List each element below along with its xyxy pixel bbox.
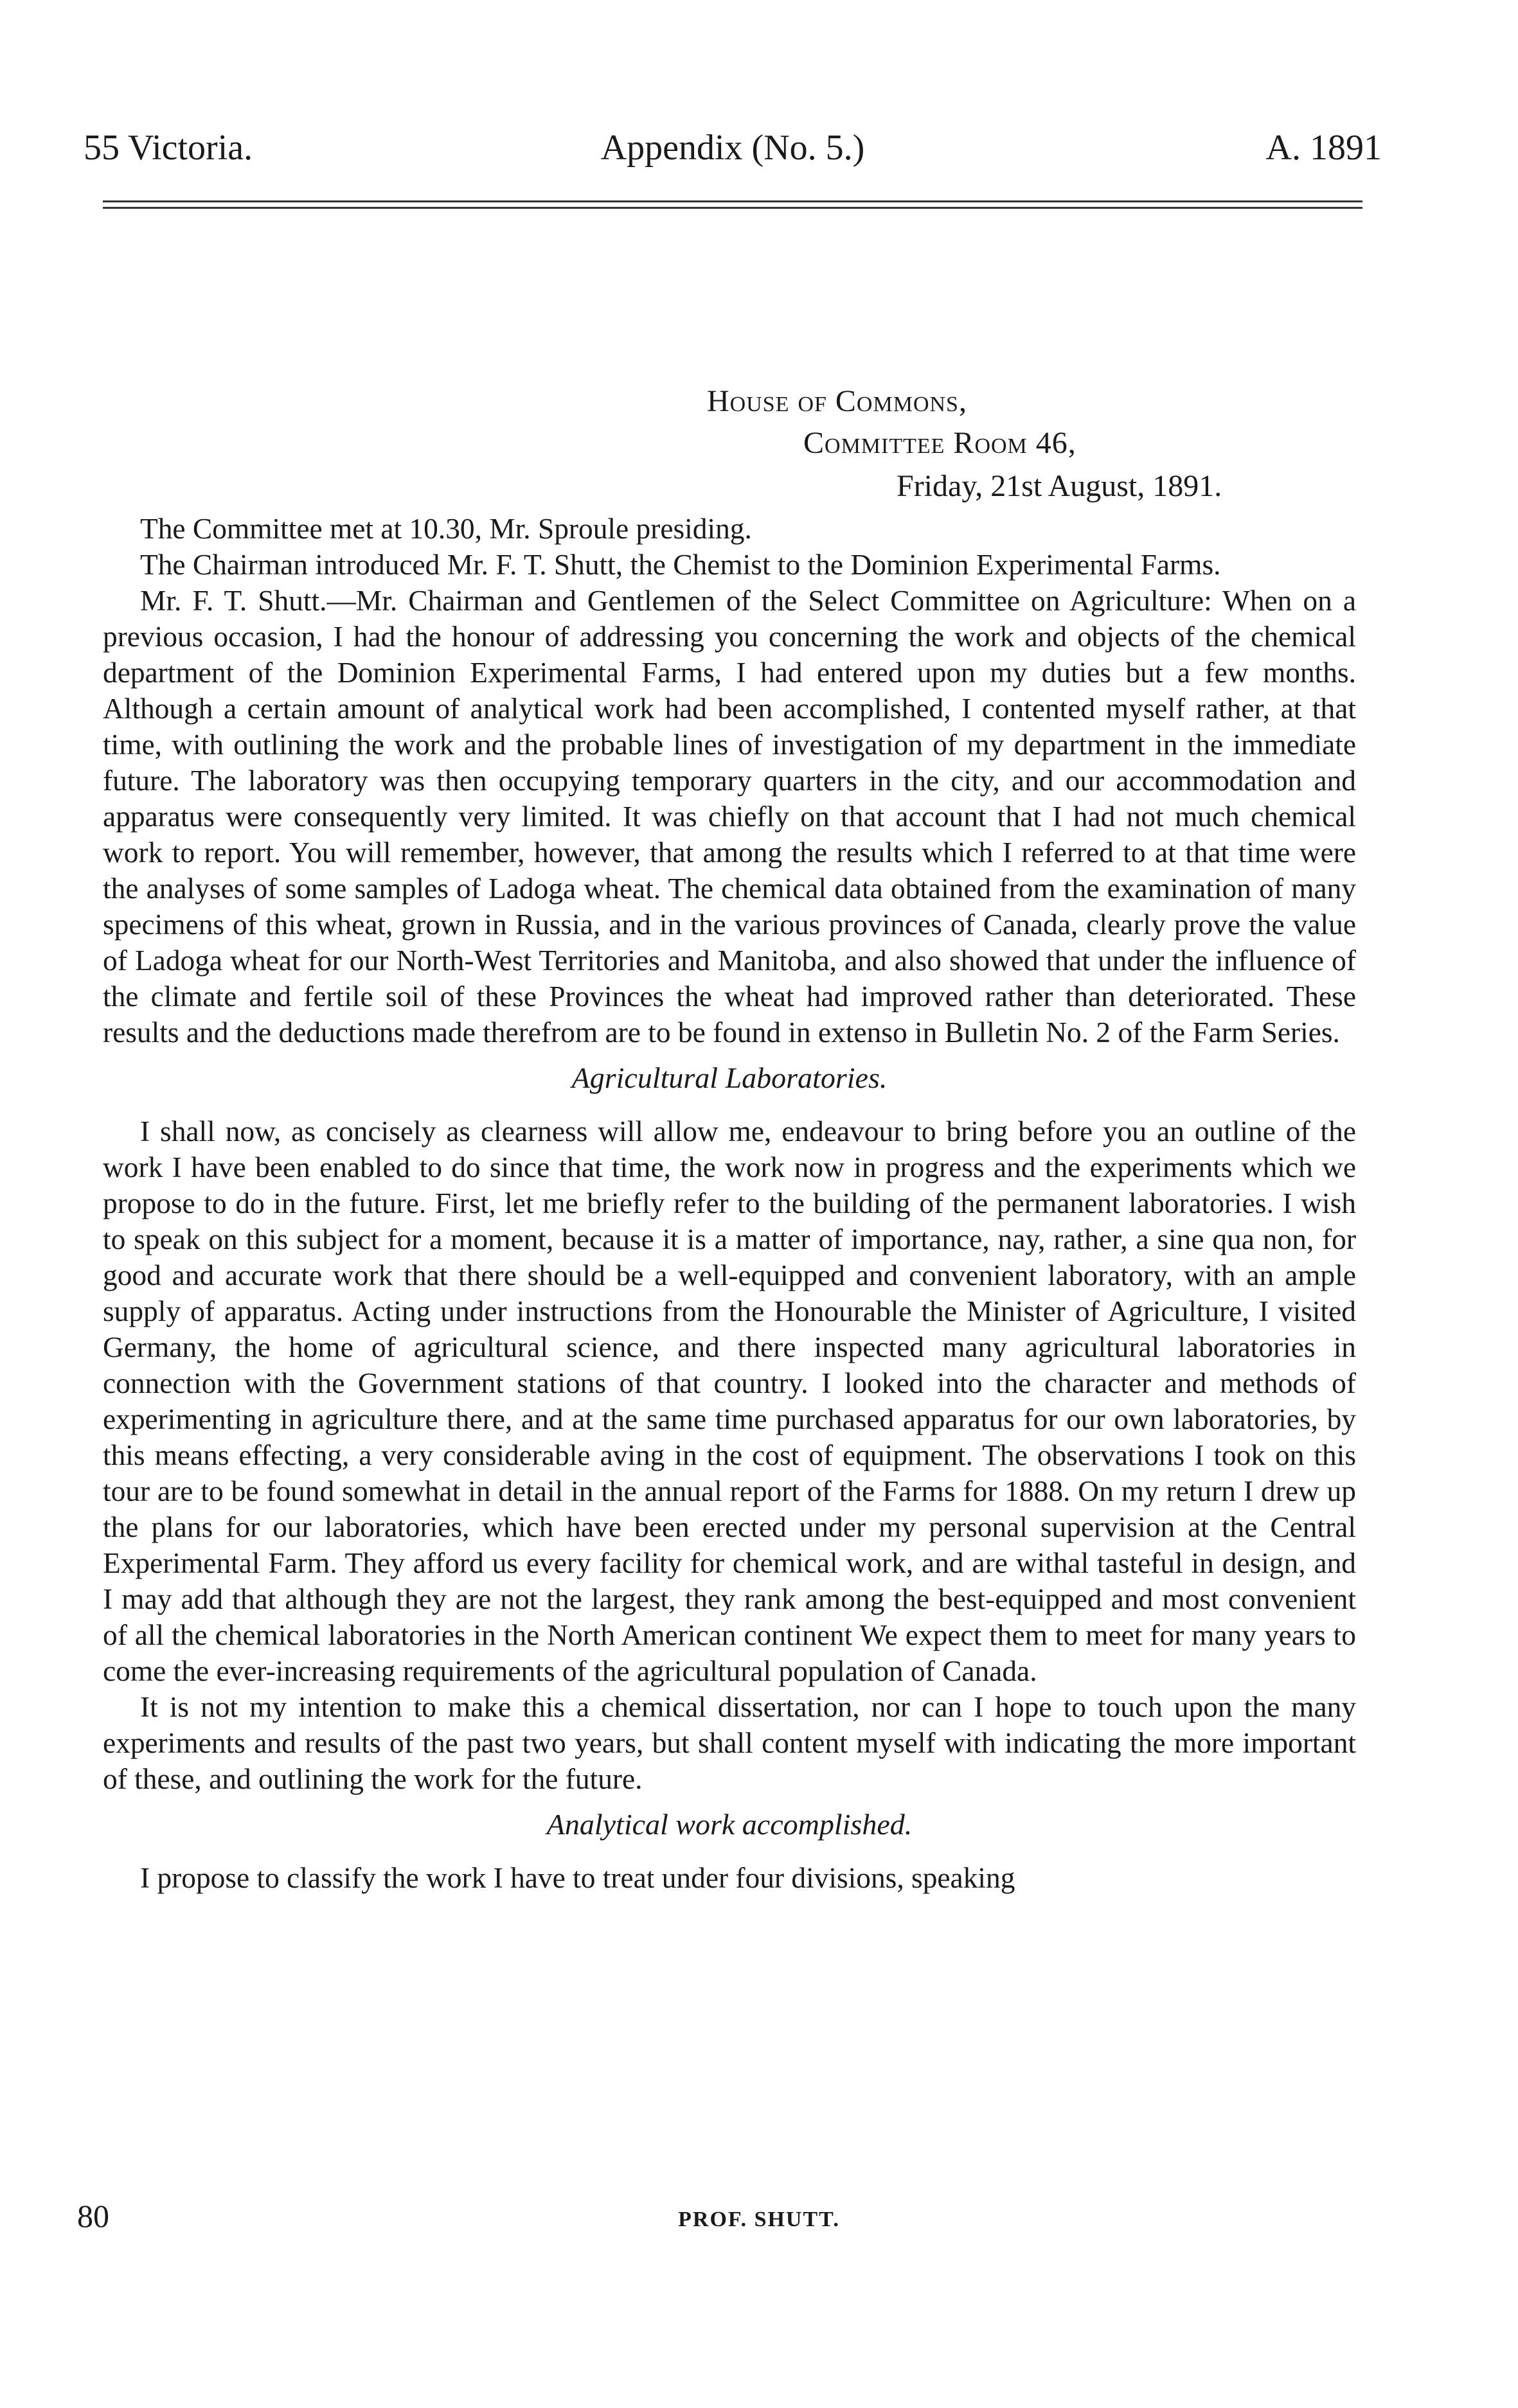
- address-line-1: House of Commons,: [707, 384, 967, 418]
- address-line-3: Friday, 21st August, 1891.: [897, 469, 1222, 503]
- paragraph-testimony-opening: Mr. F. T. Shutt.—Mr. Chairman and Gentlemen of the Select Committee on Agriculture: When on a previous occasion, I had the honour of addressing you concerning the work and objects of the chemical department of the Dominion Experimental Farms, I had entered upon my duties but a few months. Although a certain amount of analytical work had been accomplished, I contented myself rather, at that time, with outlining the work and the probable lines of investigation of my department in the immediate future. The laboratory was then occupying temporary quarters in the city, and our accommodation and apparatus were consequently very limited. It was chiefly on that account that I had not much chemical work to report. You will remember, however, that among the results which I referred to at that time were the analyses of some samples of Ladoga wheat. The chemical data obtained from the examination of many specimens of this wheat, grown in Russia, and in the various provinces of Canada, clearly prove the value of Ladoga wheat for our North-West Territories and Manitoba, and also showed that under the influence of the climate and fertile soil of these Provinces the wheat had improved rather than deteriorated. These results and the deductions made therefrom are to be found in extenso in Bulletin No. 2 of the Farm Series.: [103, 585, 1356, 1049]
- running-header: [84, 127, 1382, 179]
- section-heading-laboratories: Agricultural Laboratories.: [571, 1061, 888, 1094]
- paragraph-classification: I propose to classify the work I have to treat under four divisions, speaking: [140, 1862, 1015, 1894]
- header-year: A. 1891: [1265, 128, 1382, 168]
- header-session: 55 Victoria.: [84, 128, 253, 168]
- header-rule-top: [103, 200, 1362, 202]
- paragraph-meeting: The Committee met at 10.30, Mr. Sproule presiding.: [140, 513, 752, 545]
- page-number: 80: [77, 2198, 109, 2234]
- address-line-2: Committee Room 46,: [803, 426, 1076, 460]
- document-body: [103, 511, 1356, 1896]
- paragraph-introduction: The Chairman introduced Mr. F. T. Shutt, the Chemist to the Dominion Experimental Farms.: [140, 549, 1221, 581]
- footer-speaker-name: PROF. SHUTT.: [678, 2208, 840, 2231]
- paragraph-intention: It is not my intention to make this a chemical dissertation, nor can I hope to touch upon the many experiments and results of the past two years, but shall content myself with indicating the more important of these, and outlining the work for the future.: [103, 1691, 1356, 1795]
- header-appendix: Appendix (No. 5.): [600, 128, 865, 168]
- header-rule-bottom: [103, 207, 1362, 209]
- paragraph-laboratories: I shall now, as concisely as clearness will allow me, endeavour to bring before you an outline of the work I have been enabled to do since that time, the work now in progress and the experiments which we propose to do in the future. First, let me briefly refer to the building of the permanent laboratories. I wish to speak on this subject for a moment, because it is a matter of importance, nay, rather, a sine qua non, for good and accurate work that there should be a well-equipped and convenient laboratory, with an ample supply of apparatus. Acting under instructions from the Honourable the Minister of Agriculture, I visited Germany, the home of agricultural science, and there inspected many agricultural laboratories in connection with the Government stations of that country. I looked into the character and methods of experimenting in agriculture there, and at the same time purchased apparatus for our own laboratories, by this means effecting, a very considerable aving in the cost of equipment. The observations I took on this tour are to be found somewhat in detail in the annual report of the Farms for 1888. On my return I drew up the plans for our laboratories, which have been erected under my personal supervision at the Central Experimental Farm. They afford us every facility for chemical work, and are withal tasteful in design, and I may add that although they are not the largest, they rank among the best-equipped and most convenient of all the chemical laboratories in the North American continent We expect them to meet for many years to come the ever-increasing requirements of the agricultural population of Canada.: [103, 1115, 1356, 1687]
- section-heading-analytical-work: Analytical work accomplished.: [546, 1808, 913, 1841]
